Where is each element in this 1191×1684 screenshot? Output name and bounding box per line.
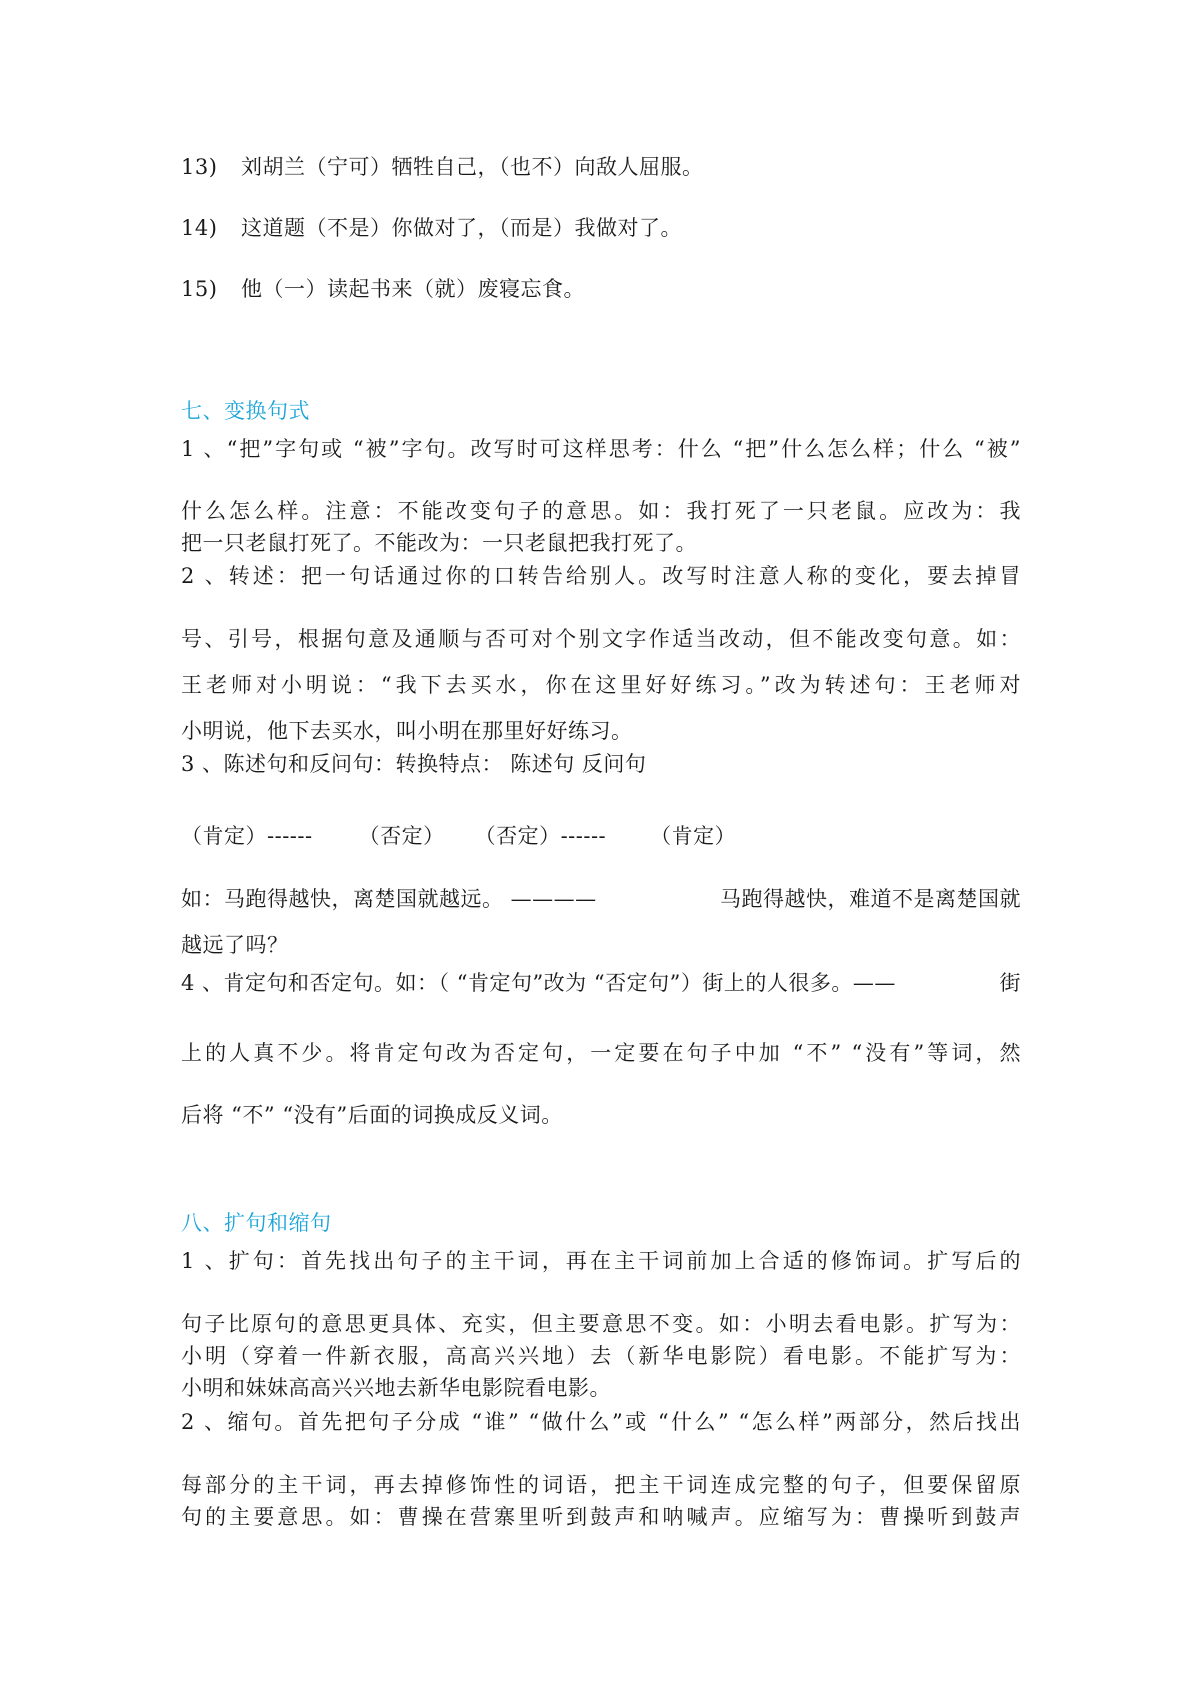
paragraph-line: 句的主要意思。如：曹操在营寨里听到鼓声和呐喊声。应缩写为：曹操听到鼓声 [181, 1505, 1021, 1529]
item-text: 他（一）读起书来（就）废寝忘食。 [241, 277, 585, 301]
paragraph-line [181, 969, 1021, 997]
example-text: 马跑得越快，难道不是离楚国就 [720, 887, 1021, 911]
paragraph-line: 把一只老鼠打死了。不能改为：一只老鼠把我打死了。 [181, 531, 697, 555]
paragraph-line: 什么怎么样。注意：不能改变句子的意思。如：我打死了一只老鼠。应改为：我 [181, 499, 1021, 523]
item-number: 13) [181, 155, 218, 179]
paragraph-text: 街 [999, 971, 1021, 995]
paragraph-text: 4 、肯定句和否定句。如：（ “肯定句”改为 “否定句”）街上的人很多。—— [181, 971, 896, 995]
item-number: 15) [181, 277, 218, 301]
section-heading-8: 八、扩句和缩句 [181, 1211, 332, 1235]
paragraph-line: 小明和妹妹高高兴兴地去新华电影院看电影。 [181, 1376, 611, 1400]
list-item [181, 214, 682, 242]
list-item [181, 153, 704, 181]
paragraph-line: 号、引号，根据句意及通顺与否可对个别文字作适当改动，但不能改变句意。如： [181, 627, 1021, 651]
paragraph-line: 1 、“把”字句或 “被”字句。改写时可这样思考：什么 “把”什么怎么样；什么 “被” [181, 437, 1021, 461]
item-text: 刘胡兰（宁可）牺牲自己，（也不）向敌人屈服。 [241, 155, 704, 179]
conversion-row [181, 822, 736, 850]
example-text: 如：马跑得越快，离楚国就越远。 ———— [181, 887, 597, 911]
item-text: 这道题（不是）你做对了，（而是）我做对了。 [241, 216, 682, 240]
list-item [181, 275, 585, 303]
paragraph-line: 每部分的主干词，再去掉修饰性的词语，把主干词连成完整的句子，但要保留原 [181, 1473, 1021, 1497]
conversion-cell: （肯定） [650, 824, 737, 848]
paragraph-line: 2 、缩句。首先把句子分成 “谁” “做什么”或 “什么” “怎么样”两部分，然后找出 [181, 1410, 1021, 1434]
paragraph-line: 1 、扩句：首先找出句子的主干词，再在主干词前加上合适的修饰词。扩写后的 [181, 1249, 1021, 1273]
paragraph-line: 越远了吗？ [181, 933, 289, 957]
paragraph-line: 小明（穿着一件新衣服，高高兴兴地）去（新华电影院）看电影。不能扩写为： [181, 1344, 1021, 1368]
conversion-cell: （肯定）------ [181, 824, 313, 848]
conversion-cell: （否定） [358, 824, 445, 848]
paragraph-line: 句子比原句的意思更具体、充实，但主要意思不变。如：小明去看电影。扩写为： [181, 1312, 1021, 1336]
paragraph-line: 上的人真不少。将肯定句改为否定句，一定要在句子中加 “不” “没有”等词，然 [181, 1041, 1021, 1065]
item-number: 14) [181, 216, 218, 240]
conversion-cell: （否定）------ [474, 824, 607, 848]
paragraph-line: 后将 “不” “没有”后面的词换成反义词。 [181, 1103, 563, 1127]
section-heading-7: 七、变换句式 [181, 399, 310, 423]
paragraph-line: 3 、陈述句和反问句：转换特点： 陈述句 反问句 [181, 752, 647, 776]
paragraph-line: 小明说，他下去买水，叫小明在那里好好练习。 [181, 719, 633, 743]
paragraph-line: 王老师对小明说：“我下去买水，你在这里好好练习。”改为转述句：王老师对 [181, 673, 1021, 697]
example-line [181, 885, 1021, 913]
paragraph-line: 2 、转述：把一句话通过你的口转告给别人。改写时注意人称的变化，要去掉冒 [181, 564, 1021, 588]
